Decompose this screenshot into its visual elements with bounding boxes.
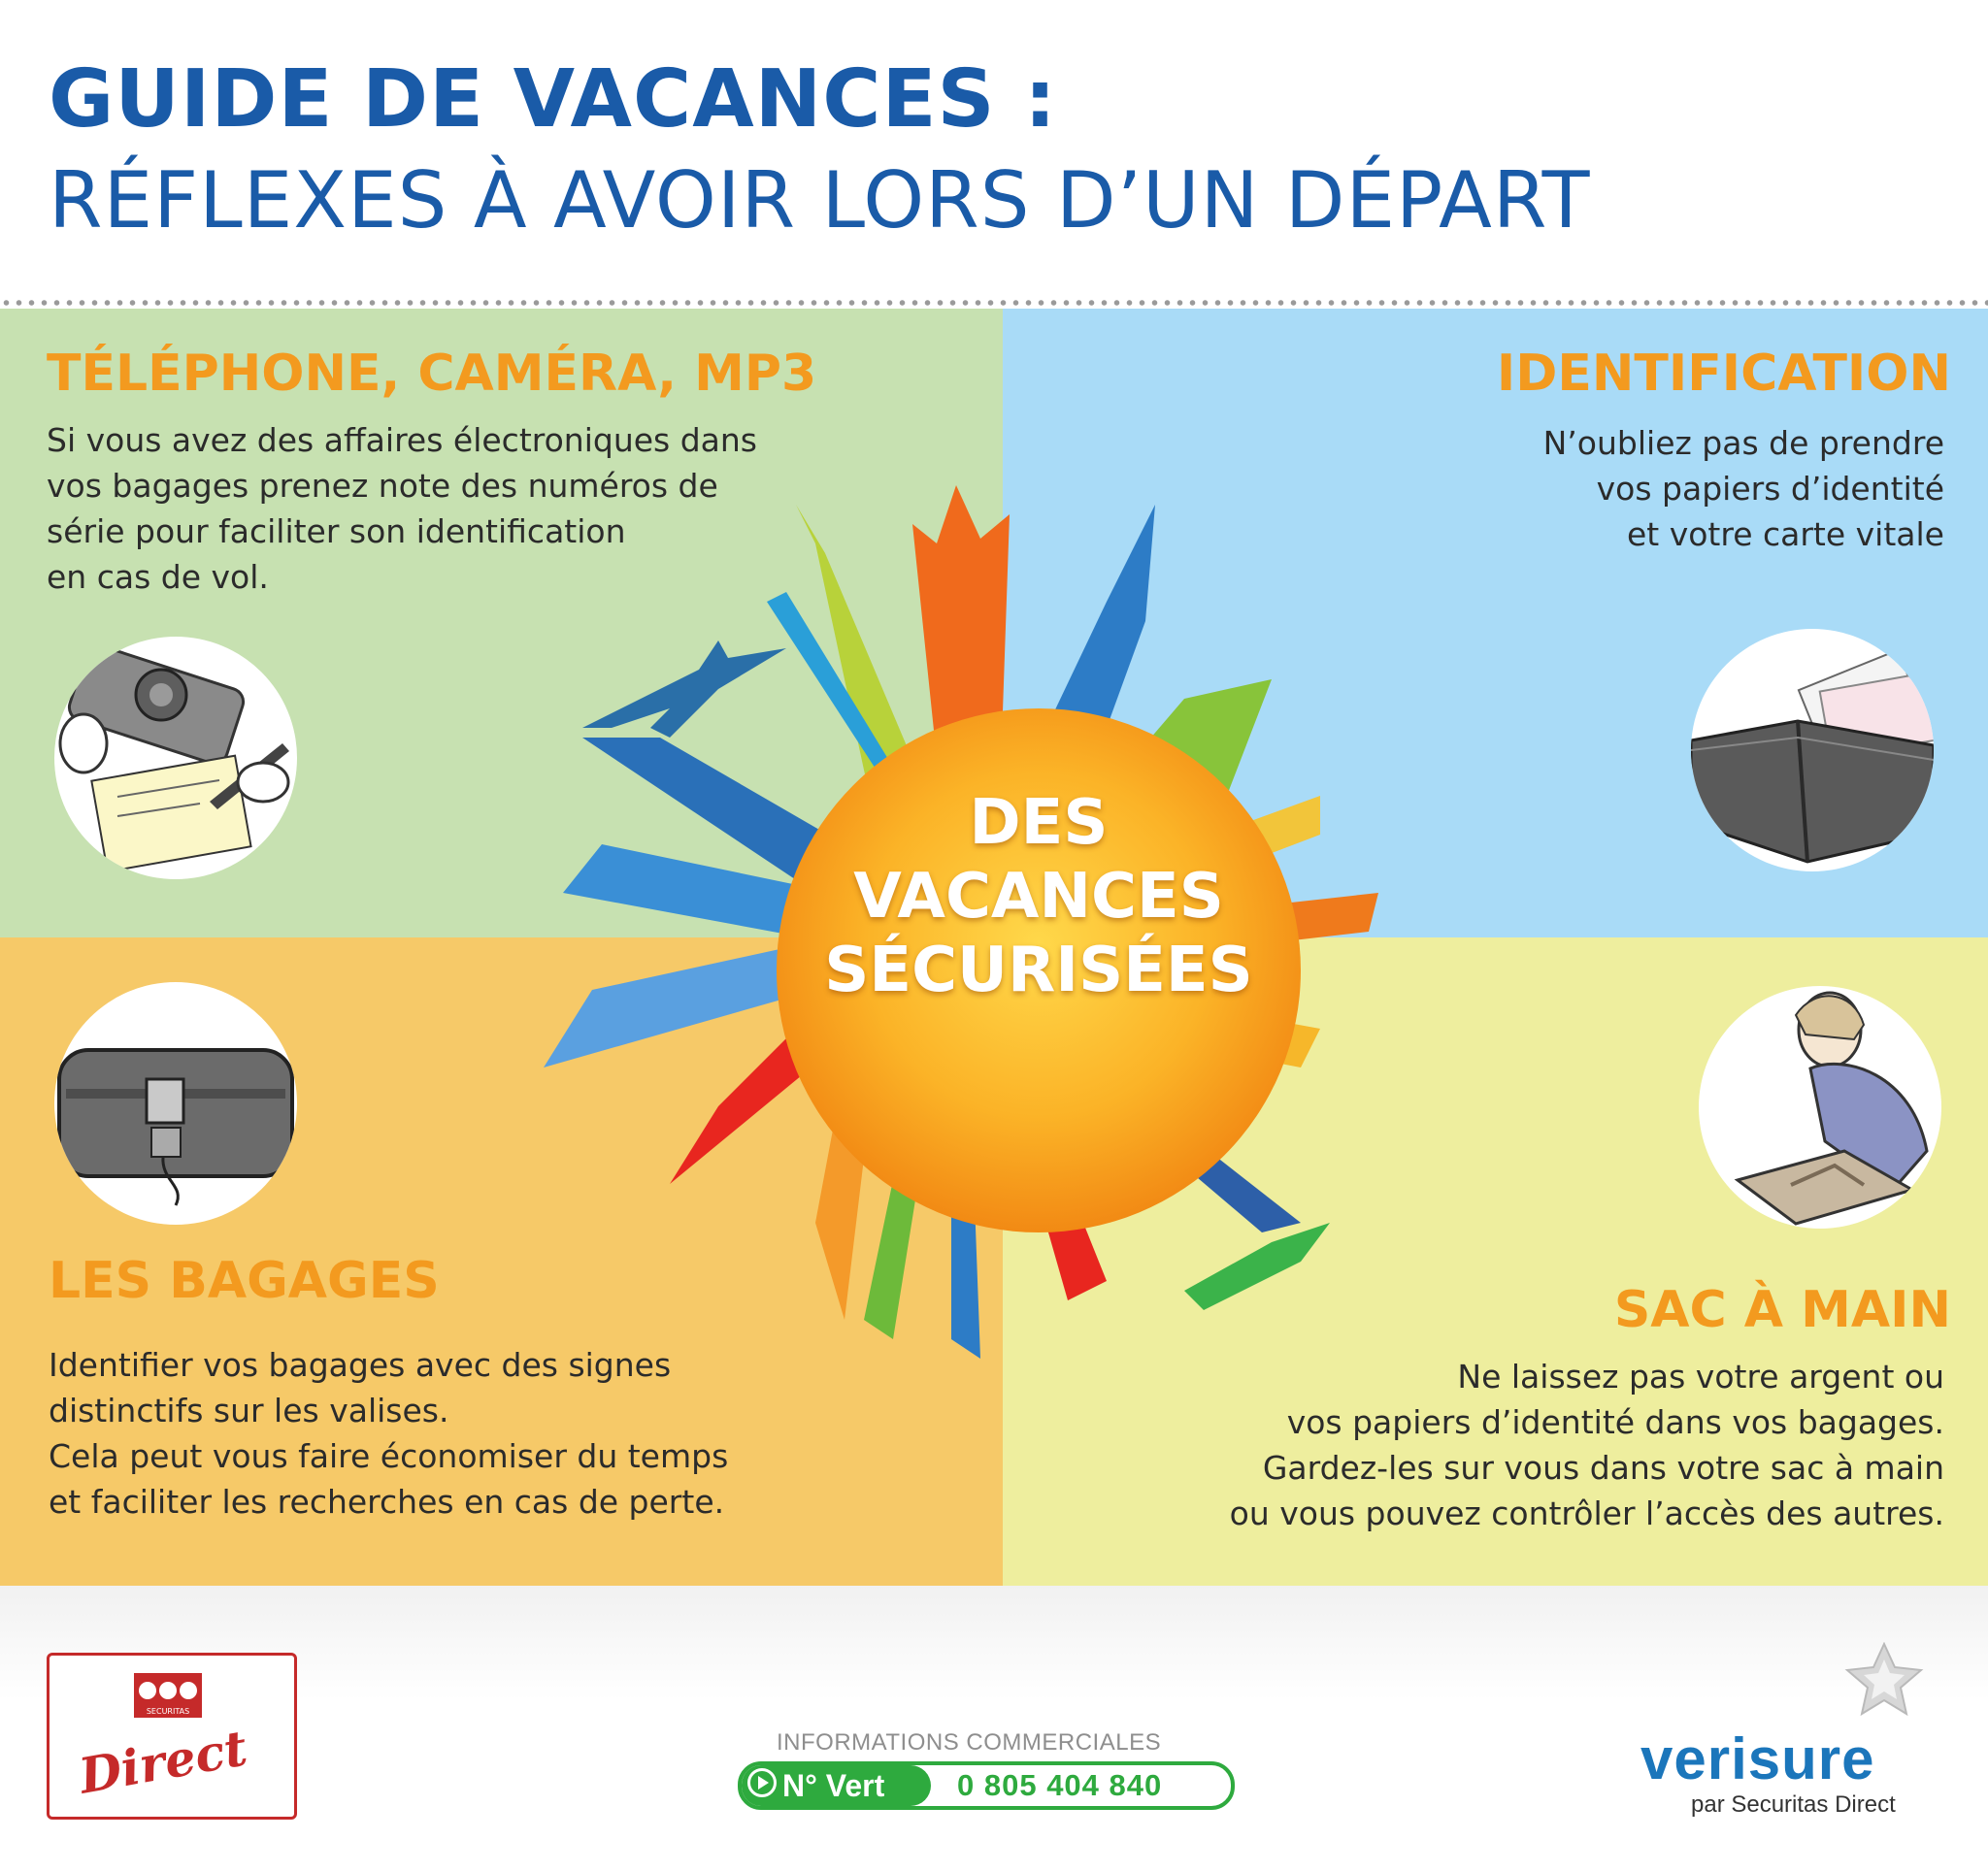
wallet-card-icon: [1691, 629, 1934, 871]
handbag-heading: SAC À MAIN: [1613, 1281, 1951, 1339]
suitcase-icon: [54, 982, 297, 1225]
center-line-2: VACANCES: [853, 861, 1224, 933]
electronics-text: Si vous avez des affaires électroniques dans vos bagages prenez note des numéros de série pour faciliter son identification en cas de vol.: [47, 421, 757, 596]
electronics-heading: TÉLÉPHONE, CAMÉRA, MP3: [47, 345, 817, 403]
luggage-text: Identifier vos bagages avec des signes distinctifs sur les valises. Cela peut vous faire économiser du temps et faciliter les recherches en cas de perte.: [49, 1346, 729, 1521]
identification-heading: IDENTIFICATION: [1496, 345, 1951, 403]
center-line-1: DES: [969, 787, 1109, 859]
verisure-tagline: par Securitas Direct: [1691, 1791, 1896, 1818]
center-badge: [767, 786, 1310, 1007]
hotline-number: 0 805 404 840: [957, 1768, 1163, 1802]
center-line-3: SÉCURISÉES: [824, 935, 1253, 1006]
info-label: INFORMATIONS COMMERCIALES: [777, 1729, 1162, 1756]
woman-packing-icon: [1699, 986, 1941, 1229]
hotline-label: N° Vert: [782, 1768, 885, 1803]
securitas-emblem-icon: [134, 1673, 202, 1718]
verisure-logo[interactable]: verisure: [1640, 1726, 1875, 1791]
luggage-heading: LES BAGAGES: [49, 1252, 440, 1310]
camera-serial-notes-icon: [54, 637, 297, 879]
page-title: GUIDE DE VACANCES :: [49, 53, 1057, 146]
hotline-label-block: [742, 1765, 931, 1806]
play-arrow-icon: [747, 1768, 777, 1797]
page-subtitle: RÉFLEXES À AVOIR LORS D’UN DÉPART: [49, 155, 1591, 246]
handbag-text: Ne laissez pas votre argent ou vos papiers d’identité dans vos bagages. Gardez-les sur vous dans votre sac à main ou vous pouvez contrôler l’accès des autres.: [1229, 1358, 1944, 1532]
dotted-divider: [0, 299, 1988, 307]
hotline-badge[interactable]: [738, 1761, 1235, 1810]
securitas-direct-logo[interactable]: [47, 1653, 297, 1820]
verisure-star-icon: [1844, 1642, 1924, 1718]
securitas-logo-text: SECURITAS: [146, 1707, 190, 1716]
direct-logo-word: Direct: [75, 1719, 251, 1805]
identification-text: N’oubliez pas de prendre vos papiers d’identité et votre carte vitale: [1542, 424, 1944, 553]
